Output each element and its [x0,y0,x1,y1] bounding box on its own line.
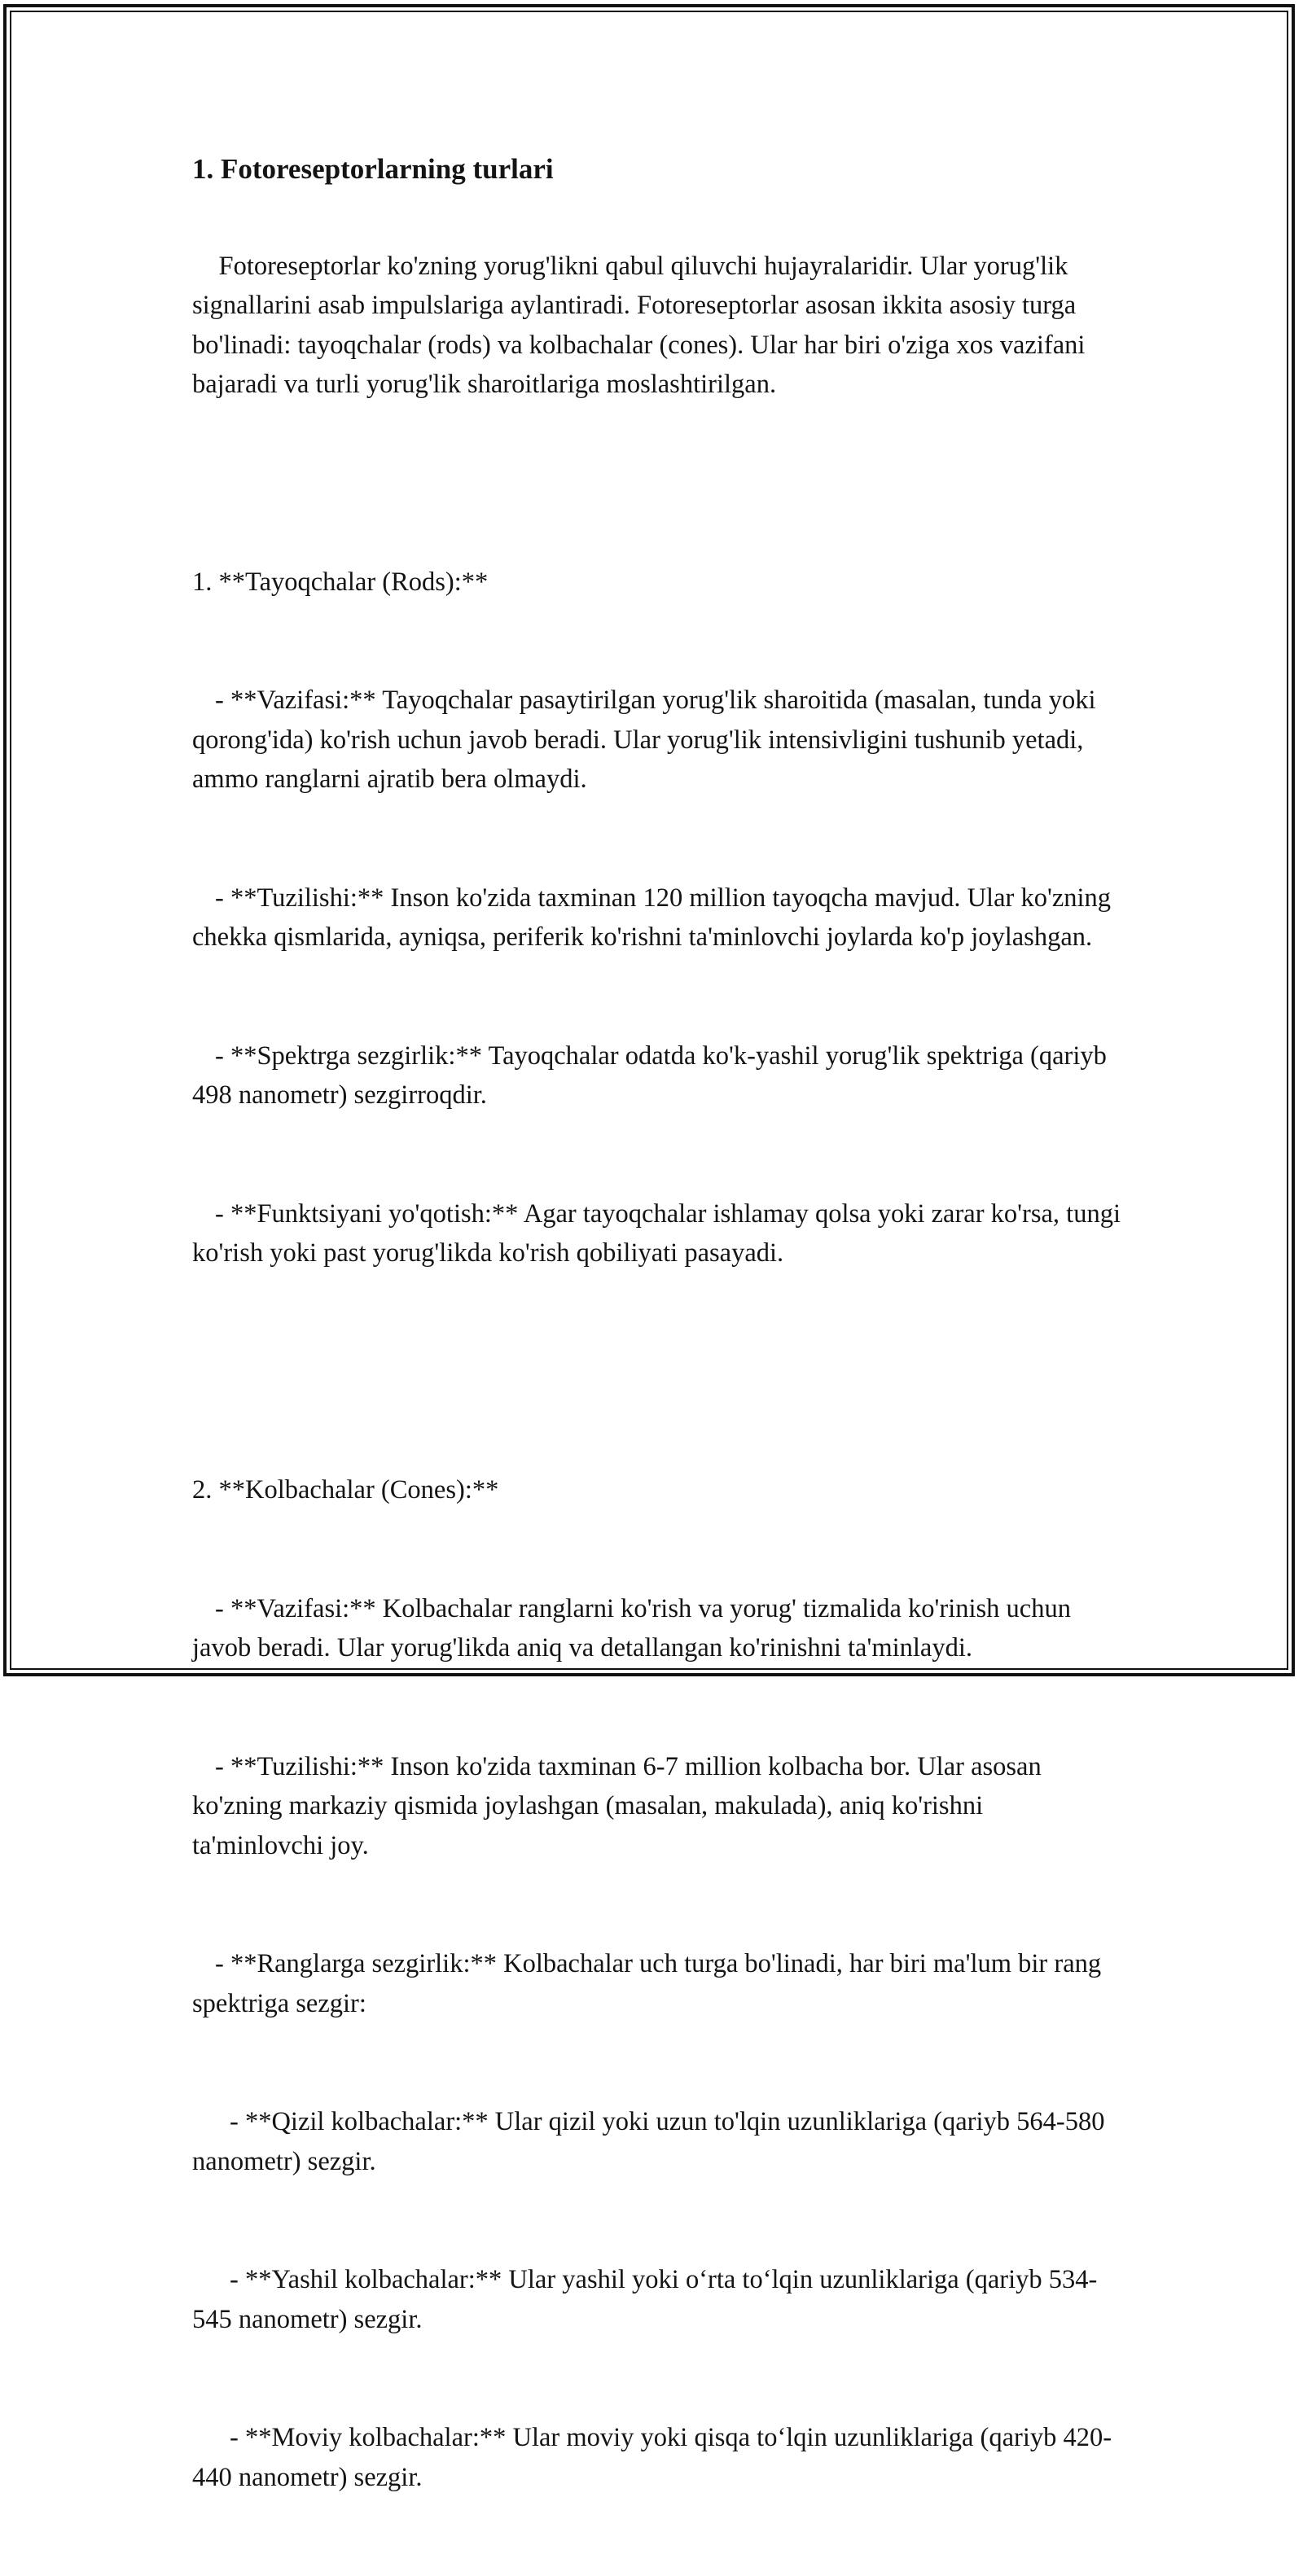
rods-item-function: - **Vazifasi:** Tayoqchalar pasaytirilgan yorug'lik sharoitida (masalan, tunda yoki qorong'ida) ko'rish uchun javob beradi. Ular yorug'lik intensivligini tushunib yetadi, ammo ranglarni ajratib bera olmaydi. [192,686,1103,794]
document-title: 1. Fotoreseptorlarning turlari [192,153,554,185]
cones-item-function: - **Vazifasi:** Kolbachalar ranglarni ko'rish va yorug' tizmalida ko'rinish uchun javob beradi. Ular yorug'likda aniq va detallangan ko'rinishni ta'minlaydi. [192,1593,1078,1663]
cones-subitem-red: - **Qizil kolbachalar:** Ular qizil yoki uzun to'lqin uzunliklariga (qariyb 564-580 nanometr) sezgir. [192,2107,1112,2176]
rods-item-structure: - **Tuzilishi:** Inson ko'zida taxminan 120 million tayoqcha mavjud. Ular ko'zning chekka qismlarida, ayniqsa, periferik ko'rishni ta'minlovchi joylarda ko'p joylashgan. [192,883,1118,952]
cones-item-color-sensitivity: - **Ranglarga sezgirlik:** Kolbachalar uch turga bo'linadi, har biri ma'lum bir rang spektriga sezgir: [192,1949,1108,2018]
spacer [192,444,1121,484]
cones-section [192,1391,1121,2576]
intro-text: Fotoreseptorlar ko'zning yorug'likni qabul qiluvchi hujayralaridir. Ular yorug'lik signallarini asab impulslariga aylantiradi. Fotoreseptorlar asosan ikkita asosiy turga bo'linadi: tayoqchalar (rods) va kolbachalar (cones). Ular har biri o'ziga xos vazifani bajaradi va turli yorug'lik sharoitlariga moslashtirilgan. [192,251,1092,399]
rods-item-loss: - **Funktsiyani yo'qotish:** Agar tayoqchalar ishlamay qolsa yoki zarar ko'rsa, tungi ko'rish yoki past yorug'likda ko'rish qobiliyati pasayadi. [192,1198,1128,1268]
rods-heading: 1. **Tayoqchalar (Rods):** [192,567,489,597]
document-body [192,151,1128,2576]
cones-item-structure: - **Tuzilishi:** Inson ko'zida taxminan 6-7 million kolbacha bor. Ular asosan ko'zning markaziy qismida joylashgan (masalan, makulada), aniq ko'rishni ta'minlovchi joy. [192,1751,1048,1860]
cones-subitem-green: - **Yashil kolbachalar:** Ular yashil yoki o‘rta to‘lqin uzunliklariga (qariyb 534-545 nanometr) sezgir. [192,2265,1098,2334]
cones-heading: 2. **Kolbachalar (Cones):** [192,1475,499,1505]
cones-subitem-blue: - **Moviy kolbachalar:** Ular moviy yoki qisqa to‘lqin uzunliklariga (qariyb 420-440 nanometr) sezgir. [192,2423,1112,2492]
intro-paragraph [192,207,1121,444]
rods-item-spectrum: - **Spektrga sezgirlik:** Tayoqchalar odatda ko'k-yashil yorug'lik spektriga (qariyb 498 nanometr) sezgirroqdir. [192,1040,1114,1110]
spacer [192,1352,1121,1392]
rods-section [192,484,1128,1352]
